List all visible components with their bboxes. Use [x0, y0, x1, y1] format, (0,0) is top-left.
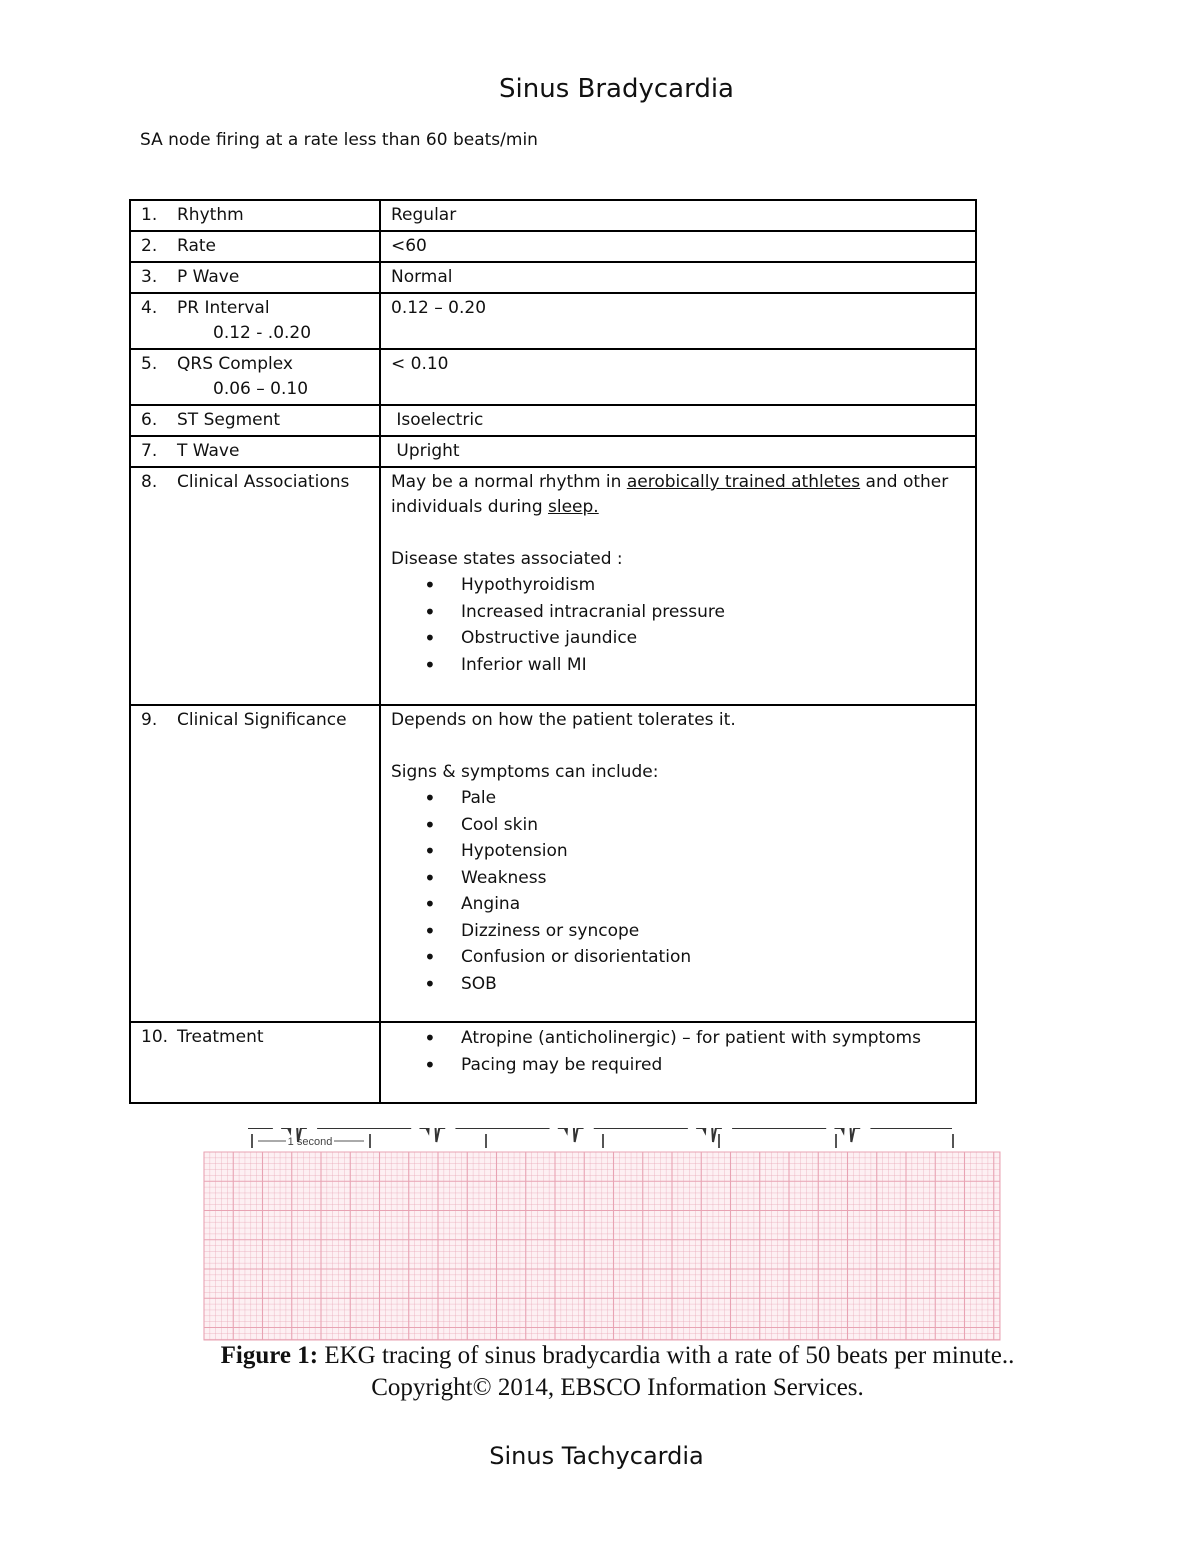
- criterion-label-cell: 4. PR Interval 0.12 - .0.20: [130, 293, 380, 349]
- normal-range-note: 0.06 – 0.10: [213, 379, 309, 399]
- list-item: • Hypotension: [391, 838, 965, 865]
- criterion-value-cell: [380, 467, 976, 705]
- list-item: • Weakness: [391, 865, 965, 892]
- normal-range-note: 0.12 - .0.20: [213, 323, 312, 343]
- grid-background: [204, 1152, 1000, 1340]
- table-row: [130, 436, 976, 467]
- treatment-list: [391, 1025, 965, 1078]
- table-row: [130, 349, 976, 405]
- criterion-value-cell: 0.12 – 0.20: [380, 293, 976, 349]
- list-item: • Increased intracranial pressure: [391, 599, 965, 626]
- symptoms-list: [391, 785, 965, 997]
- list-item: • Cool skin: [391, 812, 965, 839]
- criterion-value-cell: [380, 1022, 976, 1103]
- list-item: • Inferior wall MI: [391, 652, 965, 679]
- criterion-value-cell: Normal: [380, 262, 976, 293]
- criterion-label-cell: 10. Treatment: [130, 1022, 380, 1103]
- rhythm-criteria-table: [129, 199, 977, 1104]
- ekg-trace-line: [248, 1128, 952, 1142]
- criterion-value-cell: Regular: [380, 200, 976, 231]
- time-scale-label: 1 second: [287, 1136, 333, 1148]
- ekg-grid-paper: [204, 1152, 1000, 1340]
- list-item: • Atropine (anticholinergic) – for patient with symptoms: [391, 1025, 965, 1052]
- criterion-label-cell: 6. ST Segment: [130, 405, 380, 436]
- list-heading: Signs & symptoms can include:: [391, 762, 659, 782]
- ekg-tracing-figure: [200, 1128, 1002, 1342]
- criterion-value-cell: < 0.10: [380, 349, 976, 405]
- figure-caption: Figure 1: EKG tracing of sinus bradycardia with a rate of 50 beats per minute.. Copyright© 2014, EBSCO Information Services.: [220, 1342, 1015, 1401]
- table-row: [130, 200, 976, 231]
- criterion-label-cell: 1. Rhythm: [130, 200, 380, 231]
- list-item: • Hypothyroidism: [391, 572, 965, 599]
- list-item: • Pale: [391, 785, 965, 812]
- table-row: [130, 705, 976, 1022]
- list-item: • Angina: [391, 891, 965, 918]
- criterion-label-cell: 7. T Wave: [130, 436, 380, 467]
- list-item: • SOB: [391, 971, 965, 998]
- criterion-label-cell: 5. QRS Complex 0.06 – 0.10: [130, 349, 380, 405]
- table-row: [130, 1022, 976, 1103]
- list-heading: Disease states associated :: [391, 549, 623, 569]
- disease-states-list: [391, 572, 965, 678]
- criterion-label-cell: 9. Clinical Significance: [130, 705, 380, 1022]
- time-scale-ruler: [252, 1134, 953, 1148]
- criterion-value-cell: <60: [380, 231, 976, 262]
- list-item: • Confusion or disorientation: [391, 944, 965, 971]
- criterion-value-cell: Upright: [380, 436, 976, 467]
- list-item: • Pacing may be required: [391, 1052, 965, 1079]
- clinical-associations-intro: May be a normal rhythm in aerobically trained athletes and other individuals during sleep.: [391, 472, 949, 517]
- page-title: Sinus Bradycardia: [499, 74, 734, 104]
- criterion-value-cell: Isoelectric: [380, 405, 976, 436]
- list-item: • Obstructive jaundice: [391, 625, 965, 652]
- criterion-label-cell: 8. Clinical Associations: [130, 467, 380, 705]
- criterion-label-cell: 3. P Wave: [130, 262, 380, 293]
- table-row: [130, 231, 976, 262]
- criterion-label-cell: 2. Rate: [130, 231, 380, 262]
- table-row: [130, 405, 976, 436]
- criterion-value-cell: [380, 705, 976, 1022]
- table-row: [130, 262, 976, 293]
- table-row: [130, 293, 976, 349]
- next-section-heading: Sinus Tachycardia: [489, 1442, 704, 1470]
- page-subtitle: SA node firing at a rate less than 60 beats/min: [140, 130, 538, 150]
- list-item: • Dizziness or syncope: [391, 918, 965, 945]
- clinical-significance-intro: Depends on how the patient tolerates it.: [391, 710, 736, 730]
- table-row: [130, 467, 976, 705]
